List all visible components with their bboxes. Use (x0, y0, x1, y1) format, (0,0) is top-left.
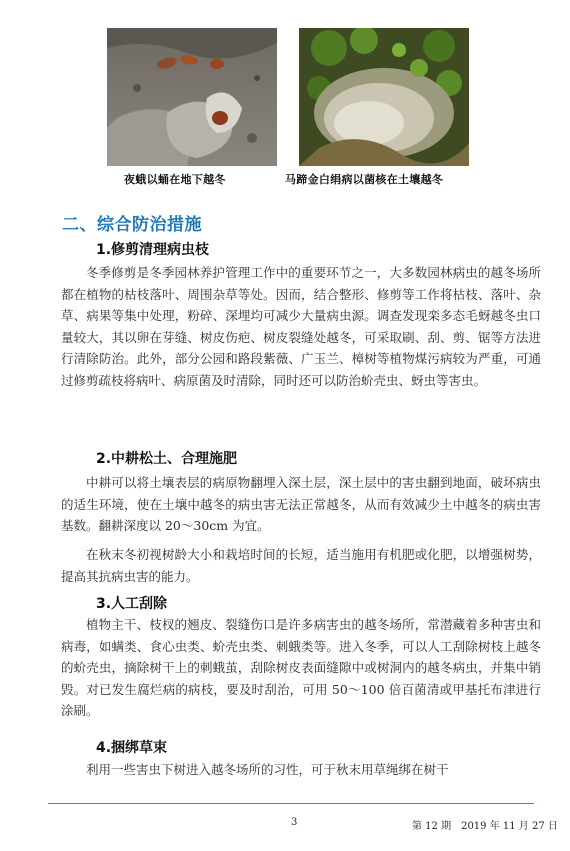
paragraph-tillage: 中耕可以将土壤表层的病原物翻埋入深土层，深土层中的害虫翻到地面，破坏病虫的适生环境，使在土壤中越冬的病虫害无法正常越冬，从而有效减少土中越冬的病虫害基数。翻耕深度以 20～30cm 为宜。 (61, 475, 541, 533)
blight-photo (299, 28, 469, 166)
paragraph-fertilizing: 在秋末冬初视树龄大小和栽培时间的长短，适当施用有机肥或化肥，以增强树势，提高其抗病虫害的能力。 (61, 547, 541, 584)
section-heading: 二、综合防治措施 (62, 215, 202, 235)
figure-caption-left: 夜蛾以蛹在地下越冬 (124, 173, 226, 186)
subsection-title-pruning: 1.修剪清理病虫枝 (96, 242, 210, 258)
issue-date: 第 12 期 2019 年 11 月 27 日 (412, 821, 558, 832)
page-number: 3 (291, 817, 298, 828)
subsection-title-straw-bands: 4.捆绑草束 (96, 740, 168, 756)
pupa-photo (107, 28, 277, 166)
subsection-title-scraping: 3.人工刮除 (96, 596, 168, 612)
subsection-title-tillage: 2.中耕松土、合理施肥 (96, 451, 238, 467)
paragraph-pruning: 冬季修剪是冬季园林养护管理工作中的重要环节之一，大多数园林病虫的越冬场所都在植物的枯枝落叶、周围杂草等处。因而，结合整形、修剪等工作将枯枝、落叶、杂草、病果等集中处理，粉碎、深埋均可减少大量病虫源。调查发现栾多态毛蚜越冬虫口量较大，其以卵在芽缝、树皮伤疤、树皮裂缝处越冬，可采取刷、刮、剪、锯等方法进行清除防治。此外，部分公园和路段紫薇、广玉兰、樟树等植物煤污病较为严重，可通过修剪疏枝将病叶、病原菌及时清除，同时还可以防治蚧壳虫、蚜虫等害虫。 (61, 265, 541, 388)
figure-caption-right: 马蹄金白绢病以菌核在土壤越冬 (285, 173, 444, 186)
paragraph-straw-bands: 利用一些害虫下树进入越冬场所的习性，可于秋末用草绳绑在树干 (86, 762, 449, 777)
paragraph-scraping: 植物主干、枝杈的翘皮、裂缝伤口是许多病害虫的越冬场所，常潜藏着多种害虫和病毒，如螨类、食心虫类、蚧壳虫类、刺蛾类等。进入冬季，可以人工刮除树枝上越冬的蚧壳虫，摘除树干上的刺蛾茧，刮除树皮表面缝隙中或树洞内的越冬病虫，并集中销毁。对已发生腐烂病的病枝，要及时刮治，可用 50～100 倍百菌清或甲基托布津进行涂刷。 (61, 617, 541, 718)
footer-divider (48, 803, 534, 804)
